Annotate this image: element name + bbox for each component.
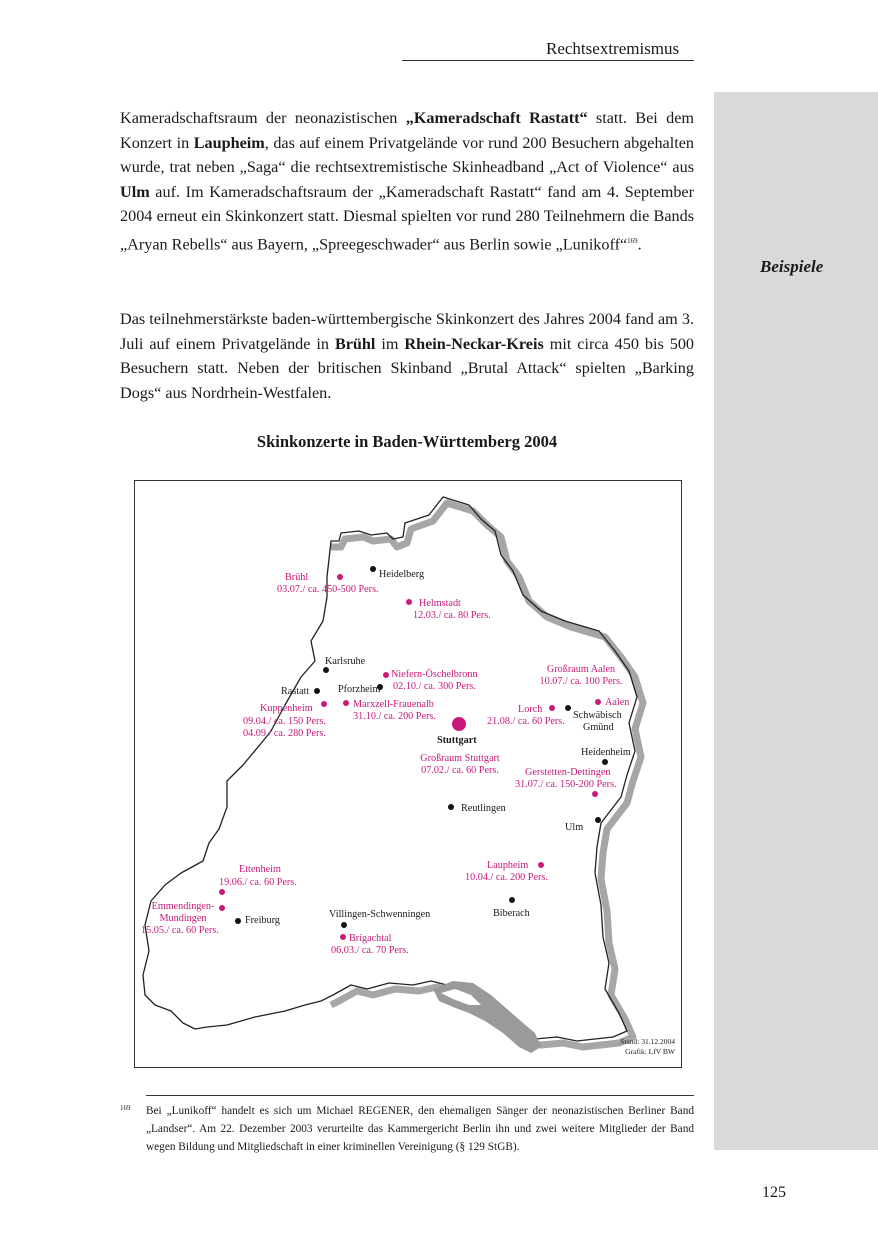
label-gerstetten: Gerstetten-Dettingen: [525, 767, 611, 778]
label-helmstadt: Helmstadt: [419, 598, 461, 609]
marker-bruehl: [337, 574, 343, 580]
detail-brigachtal: 06.03./ ca. 70 Pers.: [331, 945, 409, 956]
marker-karlsruhe: [323, 667, 329, 673]
marker-aalen: [595, 699, 601, 705]
label-heidenheim: Heidenheim: [581, 747, 631, 758]
marker-emmendingen: [219, 905, 225, 911]
label-reutlingen: Reutlingen: [461, 803, 506, 814]
p2-bold-2: Rhein-Neckar-Kreis: [404, 334, 544, 353]
footnote-ref: 169: [627, 236, 638, 245]
p1-text-2: statt. Bei dem Konzert in: [120, 109, 694, 152]
label-aalen-region: Großraum Aalen: [546, 664, 616, 675]
detail-helmstadt: 12.03./ ca. 80 Pers.: [413, 610, 491, 621]
label-biberach: Biberach: [493, 908, 530, 919]
credit-stand: Stand: 31.12.2004: [620, 1037, 675, 1046]
marker-biberach: [509, 897, 515, 903]
label-heidelberg: Heidelberg: [379, 569, 425, 580]
header-rule: [402, 60, 694, 61]
p2-text-2: im: [375, 334, 405, 353]
marker-ulm: [595, 817, 601, 823]
detail-gerstetten: 31.07./ ca. 150-200 Pers.: [515, 779, 617, 790]
detail-ettenheim: 19.06./ ca. 60 Pers.: [219, 877, 297, 888]
paragraph-2: [120, 307, 694, 405]
detail-niefern: 02.10./ ca. 300 Pers.: [393, 681, 476, 692]
marker-ettenheim: [219, 889, 225, 895]
detail-bruehl: 03.07./ ca. 450-500 Pers.: [277, 584, 379, 595]
marker-gerstetten: [592, 791, 598, 797]
marker-stuttgart: [452, 717, 466, 731]
footnote-rule: [146, 1095, 694, 1096]
label-freiburg: Freiburg: [245, 915, 280, 926]
label-lorch: Lorch: [518, 704, 543, 715]
marker-reutlingen: [448, 804, 454, 810]
detail-emmendingen: 15.05./ ca. 60 Pers.: [141, 925, 219, 936]
page-number: 125: [762, 1184, 786, 1201]
detail-stuttgart-region: 07.02./ ca. 60 Pers.: [421, 765, 499, 776]
map-figure: [134, 480, 682, 1068]
map-title: Skinkonzerte in Baden-Württemberg 2004: [256, 432, 558, 451]
label-schwaebisch-2: Gmünd: [583, 722, 614, 733]
marker-lorch: [549, 705, 555, 711]
p1-text-3: , das auf einem Privatgelände vor rund 200 Besuchern abgehalten wurde, trat neben „Saga“ die rechtsextremistische Skinheadband „Act of Violence“ aus: [120, 133, 695, 177]
label-brigachtal: Brigachtal: [349, 933, 392, 944]
running-header: Rechtsextremismus: [546, 39, 680, 58]
footnote-number: 169: [120, 1104, 131, 1112]
detail-marxzell: 31.10./ ca. 200 Pers.: [353, 711, 436, 722]
label-karlsruhe: Karlsruhe: [325, 656, 366, 667]
footnote-text: Bei „Lunikoff“ handelt es sich um Michael REGENER, den ehemaligen Sänger der neonazistischen Berliner Band „Landser“. Am 22. Dezember 2003 verurteilte das Kammergericht Berlin ihn und zwei weitere Mitglieder der Band wegen Bildung und Mitgliedschaft in einer kriminellen Vereinigung (§ 129 StGB).: [146, 1105, 694, 1153]
p1-text-4: auf. Im Kameradschaftsraum der „Kameradschaft Rastatt“ fand am 4. September 2004 erneut ein Skinkonzert statt. Diesmal spielten vor rund 280 Teilnehmern die Bands „Aryan Rebells“ aus Bayern, „Spreegeschwader“ aus Berlin sowie „Lunikoff“: [120, 182, 694, 254]
label-bruehl: Brühl: [285, 572, 309, 583]
marker-rastatt: [314, 688, 320, 694]
sidebar-label: Beispiele: [760, 257, 824, 276]
credit-grafik: Grafik: LfV BW: [625, 1047, 675, 1056]
marker-helmstadt: [406, 599, 412, 605]
p2-text-1: Das teilnehmerstärkste baden-württembergische Skinkonzert des Jahres 2004 fand am 3. Juli auf einem Privatgelände in: [120, 310, 694, 353]
paragraph-1: [120, 106, 694, 257]
detail-aalen-region: 10.07./ ca. 100 Pers.: [539, 676, 623, 687]
p1-bold-1: „Kameradschaft Rastatt“: [405, 109, 588, 127]
marker-schwaebisch-gmuend: [565, 705, 571, 711]
marker-heidelberg: [370, 566, 376, 572]
p1-bold-3: Ulm: [120, 182, 150, 201]
detail-kuppenheim-2: 04.09./ ca. 280 Pers.: [243, 728, 326, 739]
p2-bold-1: Brühl: [334, 334, 376, 353]
detail-laupheim: 10.04./ ca. 200 Pers.: [465, 872, 548, 883]
label-rastatt: Rastatt: [281, 686, 310, 697]
marker-brigachtal: [340, 934, 346, 940]
p1-text-5: .: [637, 235, 642, 254]
sidebar-band: [714, 92, 878, 1150]
label-stuttgart-region: Großraum Stuttgart: [420, 753, 500, 764]
p1-text-1: Kameradschaftsraum der neonazistischen: [120, 109, 406, 127]
label-kuppenheim: Kuppenheim: [260, 703, 313, 714]
label-marxzell: Marxzell-Frauenalb: [353, 699, 434, 710]
marker-freiburg: [235, 918, 241, 924]
p2-text-3: mit circa 450 bis 500 Besuchern statt. Neben der britischen Skinband „Brutal Attack“ spielten „Barking Dogs“ aus Nordrhein-Westfalen.: [120, 334, 695, 402]
marker-kuppenheim: [321, 701, 327, 707]
label-aalen: Aalen: [605, 697, 630, 708]
marker-marxzell: [343, 700, 349, 706]
label-emmendingen-1: Emmendingen-: [151, 901, 215, 912]
p1-bold-2: Laupheim: [193, 133, 265, 152]
detail-kuppenheim-1: 09.04./ ca. 150 Pers.: [243, 716, 326, 727]
marker-heidenheim: [602, 759, 608, 765]
label-schwaebisch-1: Schwäbisch: [573, 710, 622, 721]
label-emmendingen-2: Mundingen: [159, 913, 207, 924]
label-stuttgart: Stuttgart: [437, 735, 477, 746]
marker-villingen: [341, 922, 347, 928]
label-niefern: Niefern-Öschelbronn: [391, 669, 478, 680]
label-ettenheim: Ettenheim: [239, 864, 281, 875]
marker-niefern: [383, 672, 389, 678]
label-laupheim: Laupheim: [487, 860, 529, 871]
label-villingen: Villingen-Schwenningen: [329, 909, 431, 920]
label-pforzheim: Pforzheim: [338, 684, 381, 695]
marker-laupheim: [538, 862, 544, 868]
detail-lorch: 21.08./ ca. 60 Pers.: [487, 716, 565, 727]
label-ulm: Ulm: [565, 822, 584, 833]
